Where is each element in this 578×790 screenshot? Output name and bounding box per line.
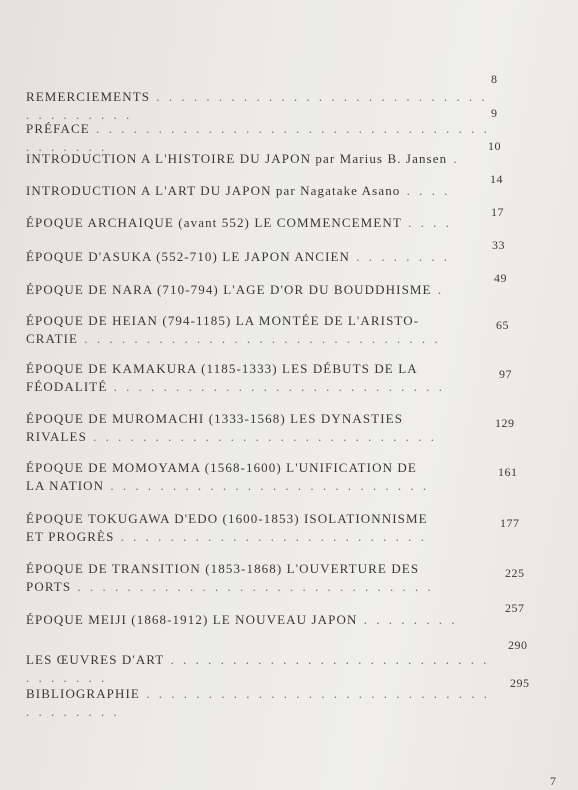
leader-dots: . . . . . . . . . . . . . . . . . . . . . . . . . . . . . . . . . . . . <box>26 686 490 719</box>
leader-dots: . . . . <box>400 183 451 198</box>
toc-entry-title-continued: RIVALES <box>26 429 87 444</box>
toc-page-number: 9 <box>491 106 498 120</box>
folio-page-number: 7 <box>550 774 556 788</box>
leader-dots: . . . . . . . . . . . . . . . . . . . . . . . . . . <box>104 478 430 493</box>
toc-entry-heian <box>26 312 496 348</box>
toc-entry-oeuvres <box>26 651 496 687</box>
toc-page-number: 295 <box>510 676 530 690</box>
leader-dots: . . . . . . . . . . . . . . . . . . . . . . . . . . . . . <box>78 331 441 346</box>
toc-entry-title: BIBLIOGRAPHIE <box>26 686 140 701</box>
toc-entry-title: INTRODUCTION A L'HISTOIRE DU JAPON par Marius B. Jansen <box>26 151 448 166</box>
toc-entry-transition <box>26 560 496 596</box>
toc-entry-remerciements <box>26 88 496 124</box>
toc-page-number: 177 <box>500 516 520 530</box>
toc-entry-intro-art <box>26 182 496 200</box>
toc-entry-title: ÉPOQUE D'ASUKA (552-710) LE JAPON ANCIEN <box>26 249 351 264</box>
toc-page-number: 97 <box>499 367 512 381</box>
leader-dots: . <box>431 282 445 297</box>
toc-entry-title-continued: FÉODALITÉ <box>26 379 108 394</box>
toc-page-number: 49 <box>494 271 507 285</box>
toc-entry-title: ÉPOQUE DE MOMOYAMA (1568-1600) L'UNIFICATION DE <box>26 460 417 475</box>
toc-entry-title: ÉPOQUE DE HEIAN (794-1185) LA MONTÉE DE L'ARISTO- <box>26 313 420 328</box>
toc-entry-title: ÉPOQUE ARCHAIQUE (avant 552) LE COMMENCEMENT <box>26 215 402 230</box>
leader-dots: . . . . . . . . . . . . . . . . . . . . . . . . . . . . . . . . . <box>26 652 490 685</box>
toc-entry-momoyama <box>26 459 496 495</box>
leader-dots: . <box>447 151 460 166</box>
leader-dots: . . . . . . . . <box>357 612 458 627</box>
leader-dots: . . . . <box>401 215 452 230</box>
toc-page-number: 10 <box>488 139 501 153</box>
toc-entry-kamakura <box>26 360 496 396</box>
toc-page-number: 161 <box>498 465 518 479</box>
toc-entry-muromachi <box>26 410 496 446</box>
toc-entry-title-continued: ET PROGRÈS <box>26 529 115 544</box>
leader-dots: . . . . . . . . . . . . . . . . . . . . . . . . . . . <box>107 379 445 394</box>
toc-entry-title-continued: CRATIE <box>26 331 79 346</box>
leader-dots: . . . . . . . . . . . . . . . . . . . . . . . . . . . . . <box>71 579 434 594</box>
toc-entry-title: ÉPOQUE DE MUROMACHI (1333-1568) LES DYNASTIES <box>26 411 404 426</box>
toc-entry-meiji <box>26 611 496 629</box>
leader-dots: . . . . . . . . . . . . . . . . . . . . . . . . . . . . . . . . . . . . <box>26 89 488 122</box>
leader-dots: . . . . . . . . . . . . . . . . . . . . . . . . . . . . . . . . . . . . . . . <box>26 121 490 154</box>
toc-entry-title: PRÉFACE <box>26 121 90 136</box>
toc-entry-title-continued: PORTS <box>26 579 72 594</box>
toc-page-number: 129 <box>495 416 515 430</box>
toc-page-number: 8 <box>491 72 498 86</box>
toc-page-number: 33 <box>492 238 505 252</box>
toc-entry-title: LES ŒUVRES D'ART <box>26 652 165 667</box>
toc-entry-tokugawa <box>26 510 496 546</box>
toc-page-number: 65 <box>496 318 509 332</box>
leader-dots: . . . . . . . . . . . . . . . . . . . . . . . . . . . . <box>86 429 437 444</box>
toc-page-number: 14 <box>490 172 503 186</box>
toc-entry-title: ÉPOQUE DE TRANSITION (1853-1868) L'OUVERTURE DES <box>26 561 420 576</box>
leader-dots: . . . . . . . . <box>350 249 451 264</box>
toc-page-number: 17 <box>491 205 504 219</box>
toc-entry-title-continued: LA NATION <box>26 478 105 493</box>
toc-entry-intro-histoire <box>26 150 496 168</box>
toc-entry-title: ÉPOQUE TOKUGAWA D'EDO (1600-1853) ISOLATIONNISME <box>26 511 428 526</box>
toc-entry-title: REMERCIEMENTS <box>26 89 151 104</box>
toc-entry-archaique <box>26 214 496 232</box>
toc-entry-title: ÉPOQUE MEIJI (1868-1912) LE NOUVEAU JAPON <box>26 612 358 627</box>
toc-page-number: 290 <box>508 638 528 652</box>
toc-entry-title: INTRODUCTION A L'ART DU JAPON par Nagatake Asano <box>26 183 401 198</box>
toc-entry-nara <box>26 281 496 299</box>
leader-dots: . . . . . . . . . . . . . . . . . . . . . . . . . <box>114 529 427 544</box>
toc-entry-title: ÉPOQUE DE NARA (710-794) L'AGE D'OR DU BOUDDHISME <box>26 282 432 297</box>
toc-entry-bibliographie <box>26 685 496 721</box>
toc-entry-title: ÉPOQUE DE KAMAKURA (1185-1333) LES DÉBUTS DE LA <box>26 361 418 376</box>
toc-entry-asuka <box>26 248 496 266</box>
toc-page-number: 225 <box>505 566 525 580</box>
toc-page-number: 257 <box>505 601 525 615</box>
